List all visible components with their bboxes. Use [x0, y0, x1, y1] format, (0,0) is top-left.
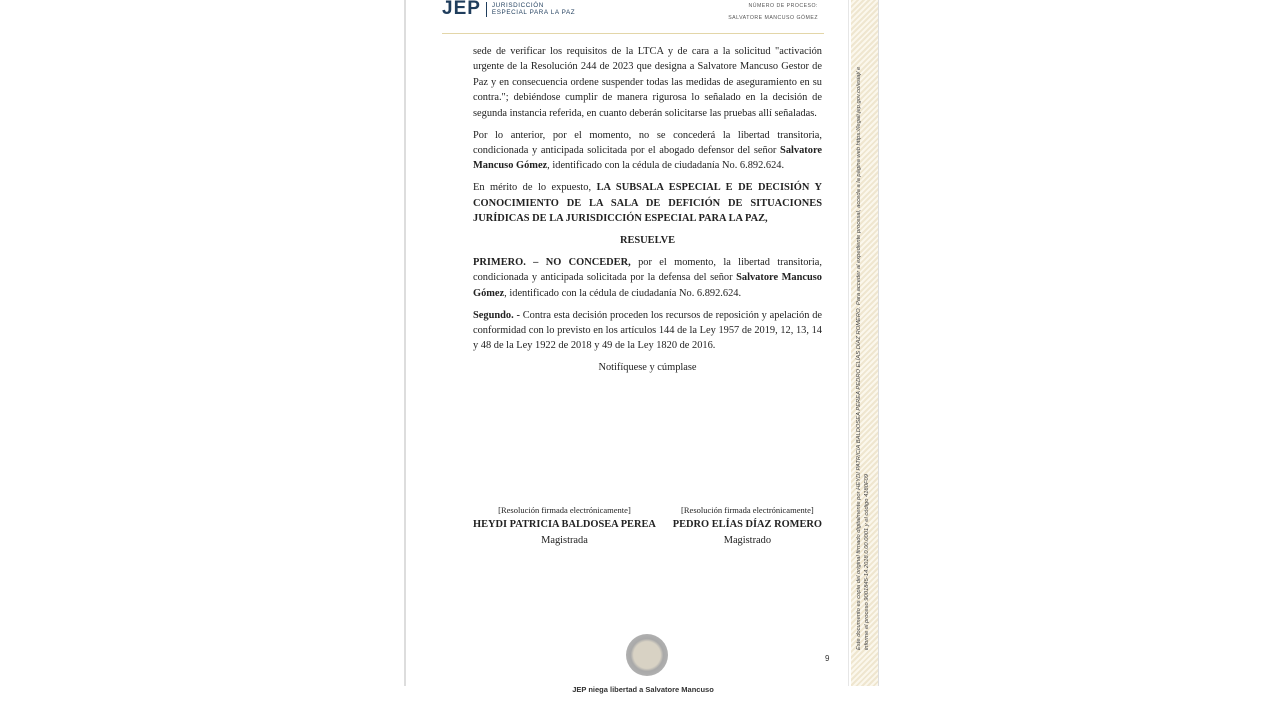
process-label: NÚMERO DE PROCESO: [748, 3, 818, 9]
signature-note: [Resolución firmada electrónicamente] [681, 505, 814, 515]
bold-text: LA SUBSALA ESPECIAL E DE DECISIÓN Y CONOCIMIENTO DE LA SALA DE DEFICIÓN DE SITUACIONES JURÍDICAS DE LA JURISDICCIÓN ESPECIAL PARA LA PAZ, [473, 182, 823, 225]
bold-text: PRIMERO. – NO CONCEDER, [473, 256, 631, 268]
page-number: 9 [825, 654, 830, 663]
signer-name: HEYDI PATRICIA BALDOSEA PEREA [473, 519, 656, 530]
colombia-seal-icon [626, 634, 668, 676]
text: , identificado con la cédula de ciudadanía No. 6.892.624. [504, 287, 742, 299]
logo-line2: ESPECIAL PARA LA PAZ [491, 9, 576, 16]
signer-name: PEDRO ELÍAS DÍAZ ROMERO [672, 519, 822, 530]
bold-text: RESUELVE [619, 234, 676, 246]
signer-role: Magistrada [541, 535, 588, 546]
document-body [473, 44, 822, 382]
paragraph-3 [473, 180, 822, 226]
bold-text: Salvatore Mancuso Gómez [473, 272, 823, 299]
resuelve-heading [473, 233, 822, 248]
logo-mark: JEP [442, 0, 481, 19]
paragraph-2 [473, 128, 822, 174]
signer-role: Magistrado [723, 535, 772, 546]
header-divider [442, 33, 824, 34]
bold-text: Segundo. - [473, 309, 520, 321]
text: Contra esta decisión proceden los recursos de reposición y apelación de conformidad con lo previsto en los artículos 144 de la Ley 1957 de 2019, 12, 13, 14 y 48 de la Ley 1922 de 2018 y 49 de la Ley 1820 de 2016. [473, 309, 823, 352]
bold-text: Salvatore Mancuso Gómez [473, 144, 822, 172]
signature-block [473, 504, 656, 549]
text: Por lo anterior, por el momento, no se concederá la libertad transitoria, condicionada y anticipada solicitada por el abogado defensor del señor [473, 129, 822, 156]
paragraph-segundo [473, 308, 822, 354]
text: por el momento, la libertad transitoria, condicionada y anticipada solicitada por la defensa del señor [473, 256, 822, 284]
closing-line: Notifíquese y cúmplase [598, 362, 697, 374]
document-page [404, 0, 849, 686]
signature-block [673, 504, 822, 549]
side-verification-note: Este documento es copia del original firmado digitalmente por HEYDI PATRICIA BALDOSEA PEREA PEDRO ELÍAS DÍAZ ROMERO. Para acceder al expediente procesal, acceda a la página web https://legali.jep.gov.co/esiaj/ e informe el proceso 9001845-14.2018.0.00.0001 y el código 4180F09 [856, 66, 870, 650]
video-caption [0, 685, 1280, 694]
paragraph-primero [473, 255, 822, 301]
jep-logo [442, 0, 575, 18]
process-header [728, 0, 818, 24]
logo-divider [486, 2, 487, 17]
signature-note: [Resolución firmada electrónicamente] [498, 505, 631, 515]
paragraph-1: sede de verificar los requisitos de la LTCA y de cara a la solicitud "activación urgente de la Resolución 244 de 2023 que designa a Salvatore Mancuso Gestor de Paz y en consecuencia ordene suspender todas las medidas de aseguramiento en su contra."; debiéndose cumplir de manera rigurosa lo señalado en la decisión de segunda instancia referida, en cuanto deberán solicitarse las pruebas allí señaladas. [473, 46, 822, 119]
logo-line1: JURISDICCIÓN [491, 2, 544, 9]
process-name: SALVATORE MANCUSO GÓMEZ [728, 15, 818, 21]
signatures [473, 504, 822, 549]
text: En mérito de lo expuesto, [473, 182, 597, 194]
text: , identificado con la cédula de ciudadanía No. 6.892.624. [547, 160, 785, 172]
caption-text: JEP niega libertad a Salvatore Mancuso [572, 685, 714, 694]
